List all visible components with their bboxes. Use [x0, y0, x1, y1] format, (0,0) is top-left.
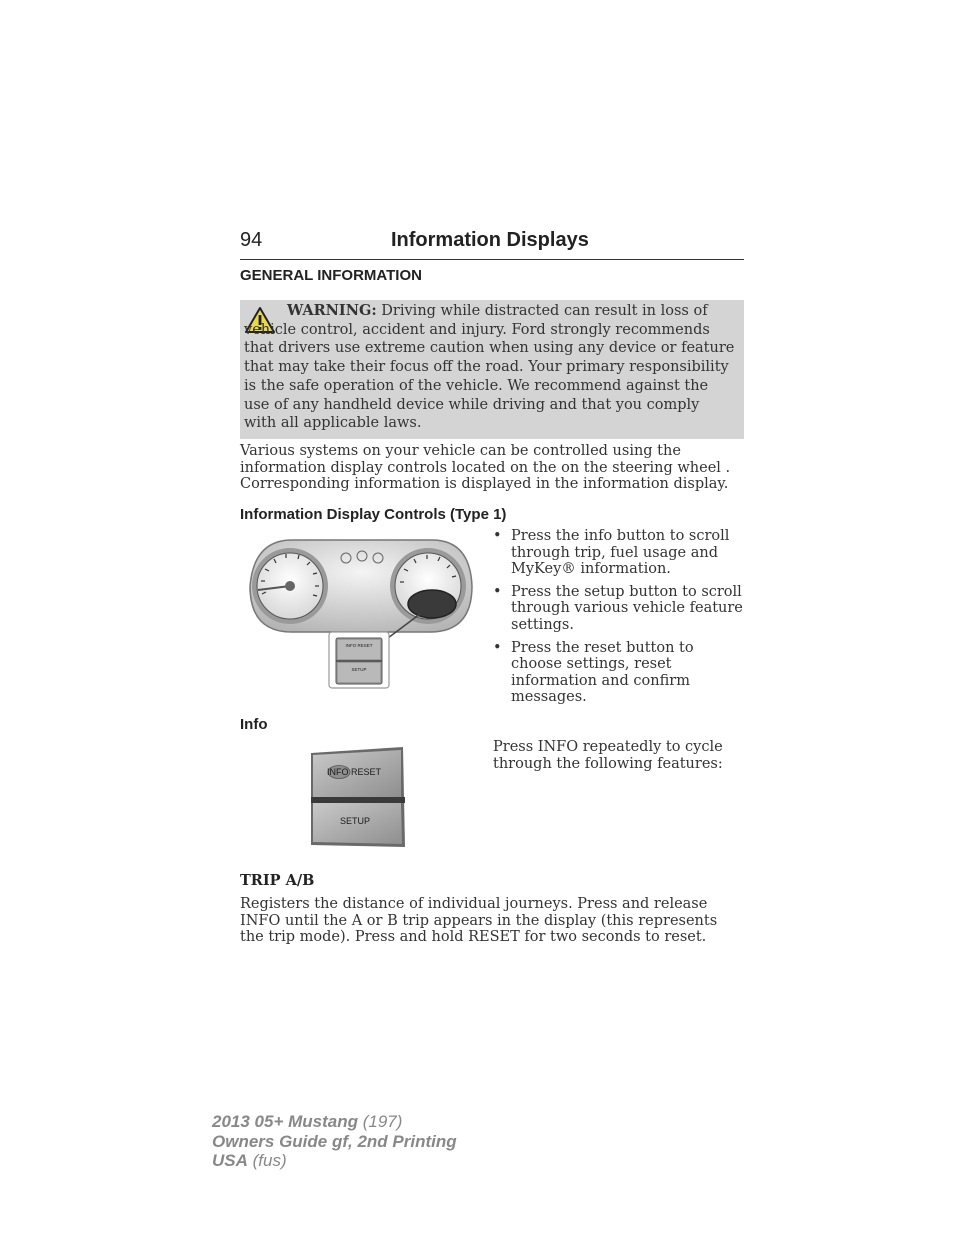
info-button-label: INFO	[327, 767, 349, 777]
trip-heading: TRIP A/B	[240, 872, 315, 889]
controls-bullet-list	[493, 528, 744, 712]
intro-paragraph: Various systems on your vehicle can be controlled using the information display controls located on the on the steering wheel . Corresponding information is displayed in the information display.	[240, 443, 731, 493]
warning-text	[244, 302, 736, 433]
footer-line-1	[212, 1112, 457, 1132]
footer-line-3	[212, 1151, 457, 1171]
bullet-reset: • Press the reset button to choose settings, reset information and confirm messages.	[493, 640, 744, 706]
info-paragraph: Press INFO repeatedly to cycle through the following features:	[493, 739, 723, 772]
section-heading-controls: Information Display Controls (Type 1)	[240, 506, 507, 523]
footer-line-2	[212, 1132, 457, 1152]
warning-label: WARNING:	[287, 302, 377, 319]
footer-model: 2013 05+ Mustang	[212, 1112, 358, 1131]
trip-paragraph: Registers the distance of individual journeys. Press and release INFO until the A or B trip appears in the display (this represents the trip mode). Press and hold RESET for two seconds to reset.	[240, 896, 718, 946]
footer	[212, 1112, 457, 1171]
small-info-reset-label: INFO RESET	[345, 643, 373, 648]
footer-market-code: (fus)	[247, 1151, 287, 1170]
page-number: 94	[240, 229, 263, 251]
bullet-info: • Press the info button to scroll through trip, fuel usage and MyKey® information.	[493, 528, 744, 578]
info-button-panel-illustration	[309, 745, 407, 855]
setup-button-label: SETUP	[340, 816, 371, 826]
footer-code: (197)	[358, 1112, 403, 1131]
warning-body: Driving while distracted can result in loss of vehicle control, accident and injury. Ford strongly recommends that drivers use extreme caution when using any device or feature that may take their focus off the road. Your primary responsibility is the safe operation of the vehicle. We recommend against the use of any handheld device while driving and that you comply with all applicable laws.	[244, 303, 735, 432]
header-rule	[240, 259, 744, 260]
section-heading-general: GENERAL INFORMATION	[240, 267, 422, 284]
small-setup-label: SETUP	[351, 667, 367, 672]
page-title: Information Displays	[391, 229, 589, 251]
footer-guide: Owners Guide gf, 2nd Printing	[212, 1131, 457, 1151]
section-heading-info: Info	[240, 716, 268, 733]
footer-market: USA	[212, 1151, 248, 1170]
bullet-setup: • Press the setup button to scroll through various vehicle feature settings.	[493, 584, 744, 634]
reset-button-label: RESET	[351, 767, 382, 777]
